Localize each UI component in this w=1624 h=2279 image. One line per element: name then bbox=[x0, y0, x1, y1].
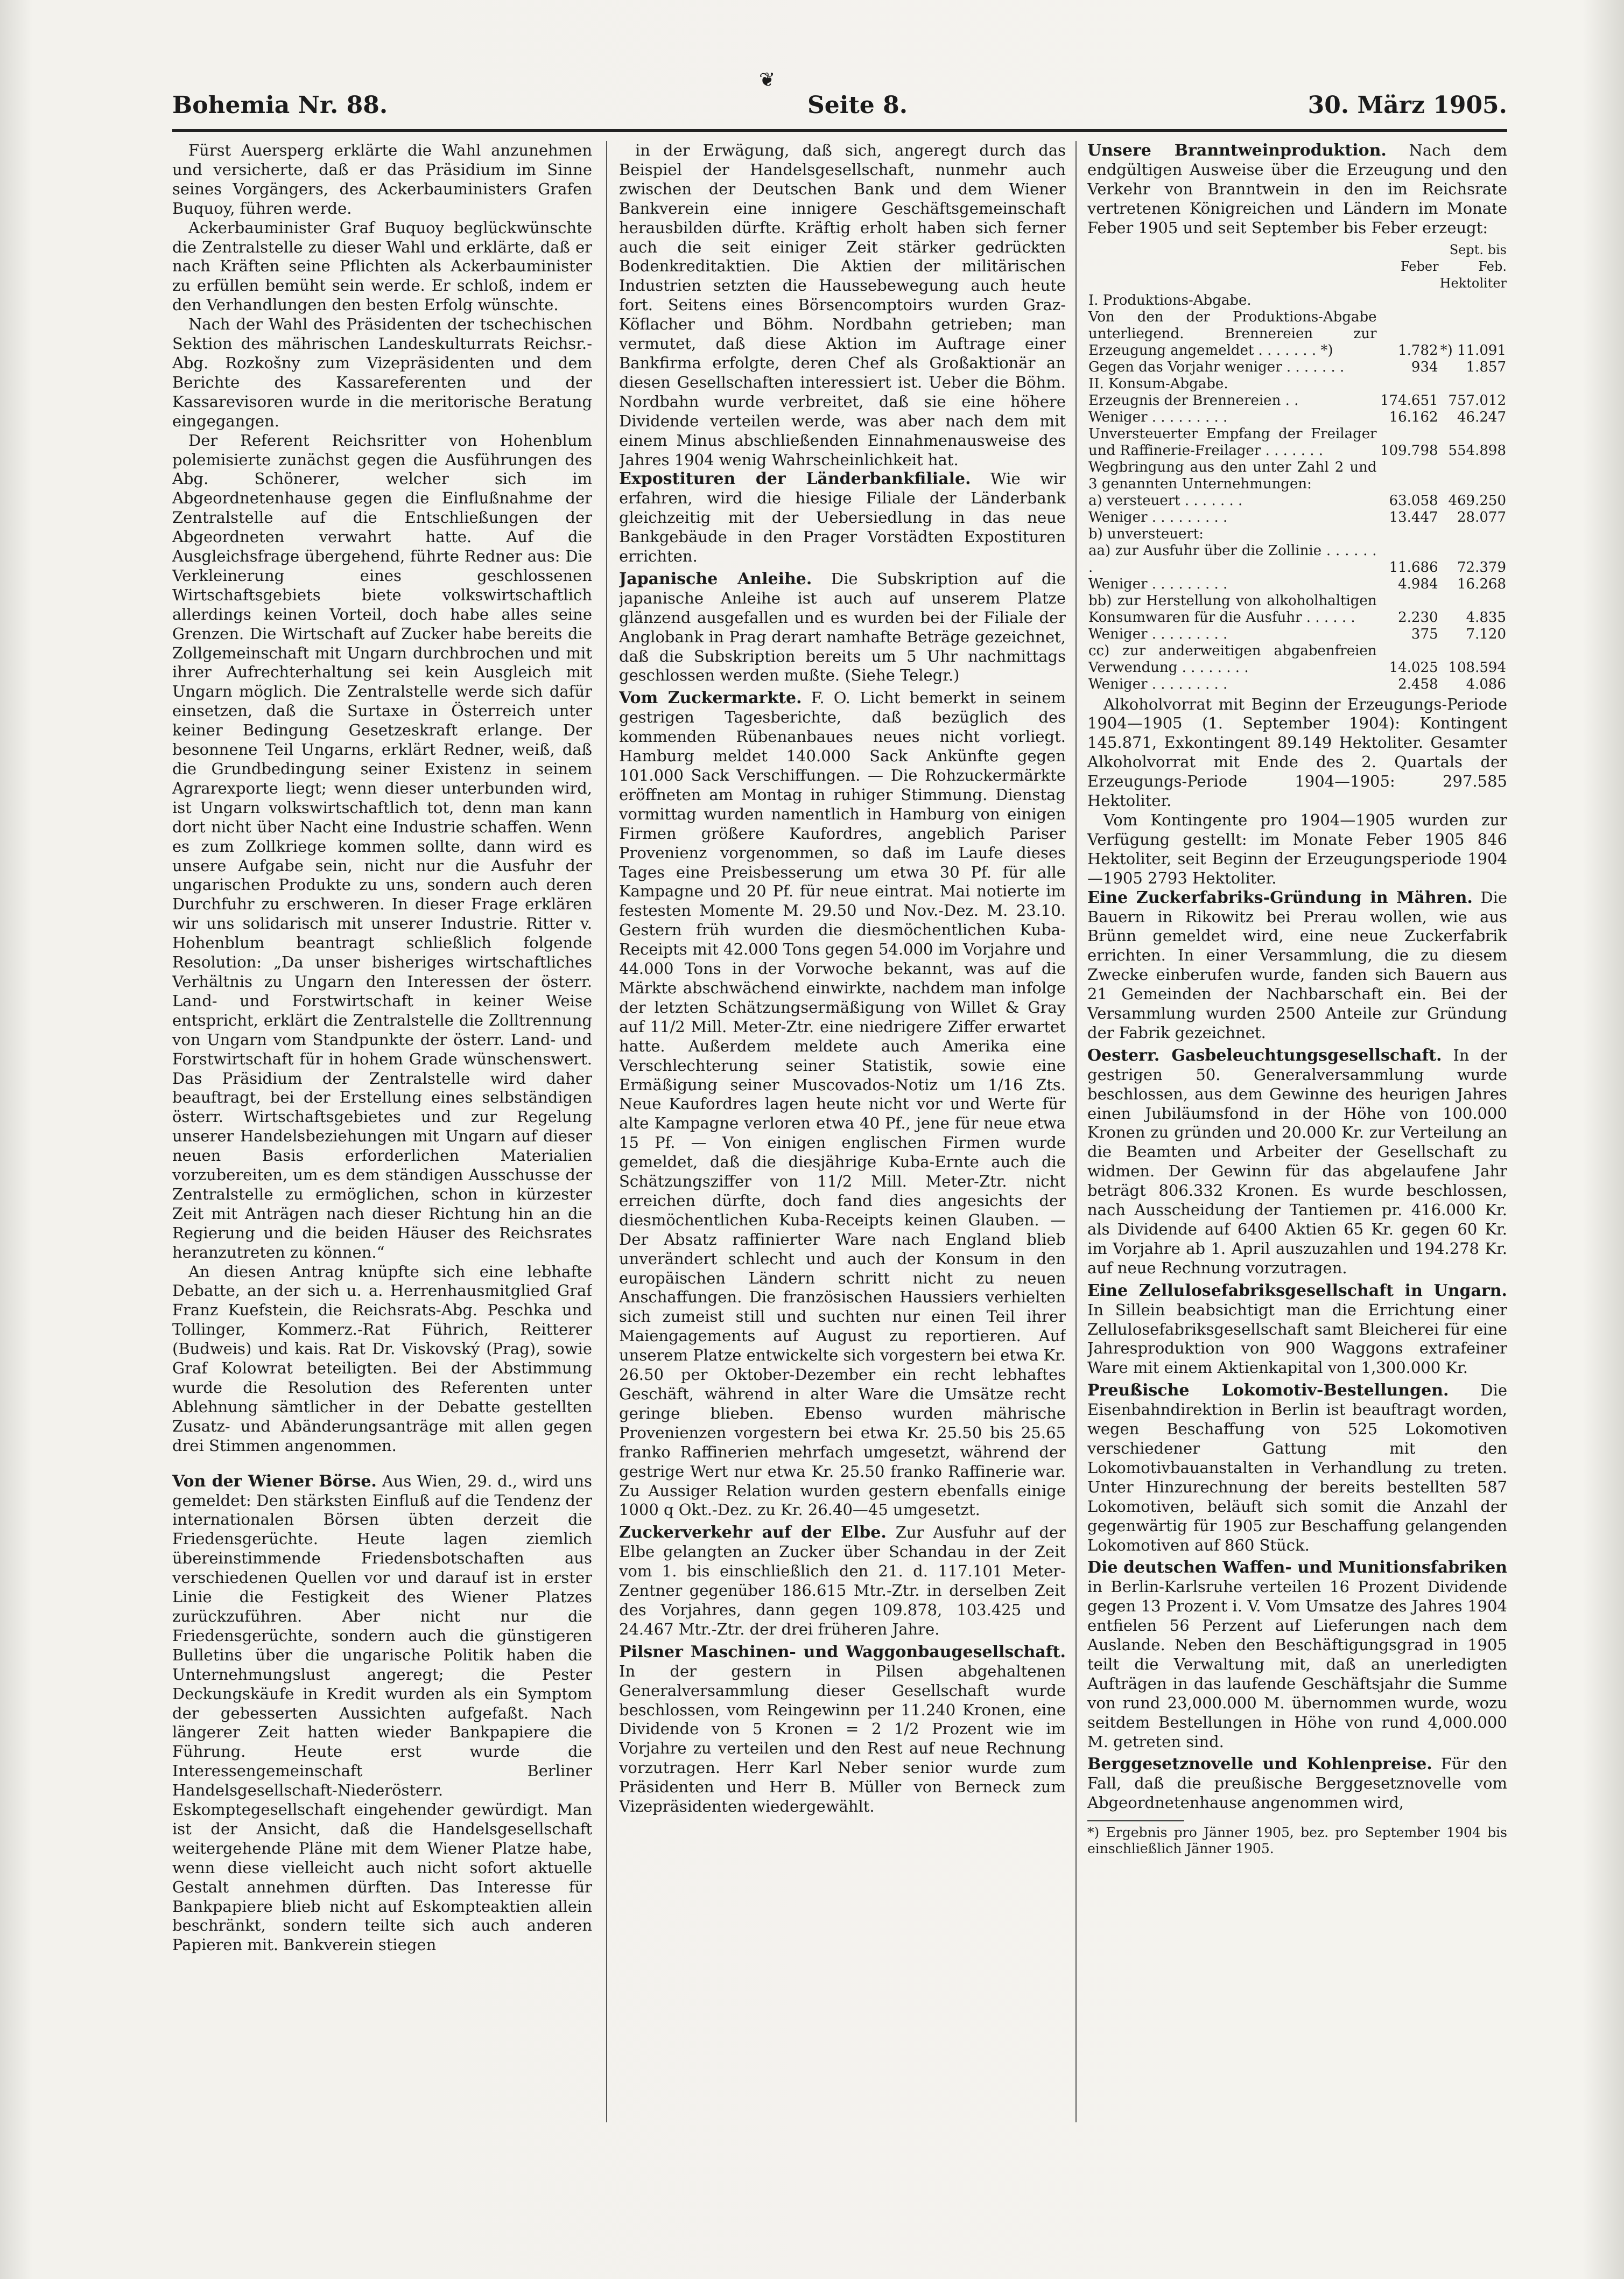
article-text: Die Bauern in Rikowitz bei Prerau wollen, wie aus Brünn gemeldet wird, eine neue Zuckerfabrik errichten. In einer Versammlung, die zu diesem Zwecke einberufen wurde, fanden sich Bauern aus 21 Gemeinden der Nachbarschaft ein. Bei der Versammlung wurden 2500 Anteile zur Gründung der Fabrik gezeichnet. bbox=[1087, 888, 1507, 1042]
table-value-cell: 46.247 bbox=[1457, 409, 1506, 425]
article-title: Preußische Lokomotiv-Bestellungen. bbox=[1087, 1381, 1449, 1400]
table-value-cell: 16.268 bbox=[1457, 576, 1506, 592]
article-zuckermarkt bbox=[619, 689, 1066, 1520]
paragraph: Nach der Wahl des Präsidenten der tschechischen Sektion des mährischen Landeskulturrats Reichsr.-Abg. Rozkošny zum Vizepräsidenten und dem Berichte des Kassareferenten und der Kassarevisoren wurde in die meritorische Beratung eingegangen. bbox=[172, 315, 592, 430]
article-title: Unsere Branntweinproduktion. bbox=[1087, 141, 1387, 160]
article-title: Pilsner Maschinen- und Waggonbaugesellschaft. bbox=[619, 1642, 1066, 1661]
table-label-cell: Weniger . . . . . . . . . bbox=[1088, 576, 1228, 592]
table-row bbox=[1087, 509, 1507, 526]
paragraph: Ackerbauminister Graf Buquoy beglückwünschte die Zentralstelle zu dieser Wahl und erklärte, daß er nach Kräften seine Pflichten als Ackerbauminister zu erfüllen bemüht sein werde. Er schloß, indem er den Verhandlungen den besten Erfolg wünschte. bbox=[172, 218, 592, 314]
table-value-cell bbox=[1439, 526, 1507, 543]
table-label-cell: Weniger . . . . . . . . . bbox=[1088, 676, 1228, 692]
table-value-cell: 375 bbox=[1411, 626, 1438, 642]
table-value-cell: 554.898 bbox=[1448, 442, 1506, 459]
table-value-cell: 934 bbox=[1411, 359, 1438, 375]
table-value-cell: 2.230 bbox=[1398, 609, 1438, 626]
table-value-cell bbox=[1378, 526, 1439, 543]
article-title: Eine Zellulosefabriksgesellschaft in Ungarn. bbox=[1087, 1281, 1507, 1300]
article-branntwein bbox=[1087, 141, 1507, 238]
table-value-cell: 4.835 bbox=[1466, 609, 1506, 626]
table-value-cell: *) 11.091 bbox=[1440, 342, 1506, 359]
table-row bbox=[1087, 493, 1507, 509]
table-value-cell: 7.120 bbox=[1466, 626, 1506, 642]
table-label-cell: a) versteuert . . . . . . . bbox=[1088, 492, 1243, 509]
article-title: Die deutschen Waffen- und Munitionsfabriken bbox=[1087, 1558, 1507, 1577]
table-row bbox=[1087, 643, 1507, 676]
table-row bbox=[1087, 543, 1507, 576]
paragraph: Fürst Auersperg erklärte die Wahl anzunehmen und versicherte, daß er das Präsidium im Sinne seines Vorgängers, des Ackerbauministers Grafen Buquoy, führen werde. bbox=[172, 141, 592, 218]
table-value-cell bbox=[1439, 292, 1507, 309]
table-label-cell: II. Konsum-Abgabe. bbox=[1088, 375, 1228, 392]
table-row bbox=[1087, 359, 1507, 376]
footnote: *) Ergebnis pro Jänner 1905, bez. pro September 1904 bis einschließlich Jänner 1905. bbox=[1087, 1825, 1507, 1857]
article-title: Berggesetznovelle und Kohlenpreise. bbox=[1087, 1755, 1432, 1774]
table-value-cell: 174.651 bbox=[1380, 392, 1438, 409]
ink-mark: ❦ bbox=[759, 69, 776, 91]
table-label-cell: aa) zur Ausfuhr über die Zollinie . . . . . . . bbox=[1088, 542, 1377, 576]
table-row bbox=[1087, 593, 1507, 626]
footnote-rule bbox=[1087, 1820, 1184, 1821]
article-pilsner-maschinen bbox=[619, 1643, 1066, 1817]
table-label-cell: Wegbringung aus den unter Zahl 2 und 3 genannten Unternehmungen: bbox=[1088, 459, 1377, 492]
table-value-cell: 13.447 bbox=[1389, 509, 1438, 525]
branntwein-table bbox=[1087, 241, 1507, 693]
article-text: In der gestern in Pilsen abgehaltenen Generalversammlung dieser Gesellschaft wurde beschlossen, vom Reingewinn per 11.240 Kronen, eine Dividende von 5 Kronen = 2 1/2 Prozent wie im Vorjahre zu verteilen und den Rest auf neue Rechnung vorzutragen. Herr Karl Neber senior wurde zum Präsidenten und Herr B. Müller von Berneck zum Vizepräsidenten wiedergewählt. bbox=[619, 1661, 1066, 1816]
table-header-row bbox=[1087, 241, 1507, 292]
table-row bbox=[1087, 626, 1507, 643]
table-value-cell bbox=[1378, 376, 1439, 392]
article-boerse bbox=[172, 1472, 592, 1955]
article-zellulose bbox=[1087, 1281, 1507, 1378]
table-value-cell: 757.012 bbox=[1448, 392, 1506, 409]
paragraph: Der Referent Reichsritter von Hohenblum polemisierte zunächst gegen die Ausführungen des Abg. Schönerer, welcher sich im Abgeordnetenhause gegen die Einflußnahme der Zentralstelle auf die Entschließungen der Abgeordneten verwahrt hatte. Auf die Ausgleichsfrage übergehend, führte Redner aus: Die Verkleinerung eines geschlossenen Wirtschaftsgebiets biete volkswirtschaftlich allerdings keinen Vorteil, doch habe alles seine Grenzen. Die Wirtschaft auf Zucker habe bereits die Zollgemeinschaft mit Ungarn durchbrochen und mit ihrer Aufrechterhaltung sei kein Ausgleich mit Ungarn möglich. Die Zentralstelle werde sich dafür einsetzen, daß die Surtaxe in Österreich unter keiner Bedingung Gesetzeskraft erlange. Der besonnene Teil Ungarns, erklärt Redner, weiß, daß die Grundbedingung seiner Existenz in seinem Agrarexporte liegt; wenn dieser unterbunden wird, ist Ungarn volkswirtschaftlich tot, denn man kann dort nicht über Nacht eine Industrie schaffen. Wenn es zum Zollkriege kommen sollte, dann wird es unsere Aufgabe sein, nicht nur die Ausfuhr der ungarischen Produkte zu uns, sondern auch deren Durchfuhr zu erschweren. In dieser Frage erklären wir uns solidarisch mit unserer Industrie. Ritter v. Hohenblum beantragt schließlich folgende Resolution: „Da unser bisheriges wirtschaftliches Verhältnis zu Ungarn den Interessen der österr. Land- und Forstwirtschaft in keiner Weise entspricht, erklärt die Zentralstelle die Zolltrennung von Ungarn vom Standpunkte der österr. Land- und Forstwirtschaft für in hohem Grade wünschenswert. Das Präsidium der Zentralstelle wird daher beauftragt, bei der Erstellung eines selbständigen österr. Wirtschaftsgebietes und zur Regelung unserer Handelsbeziehungen mit Ungarn auf dieser neuen Basis erforderlichen Materialien vorzubereiten, um es dem ständigen Ausschusse der Zentralstelle zu ermöglichen, schon in kürzester Zeit mit Anträgen nach dieser Richtung hin an die Regierung und die beiden Häuser des Reichsrates heranzutreten zu können.“ bbox=[172, 431, 592, 1261]
table-value-cell bbox=[1439, 376, 1507, 392]
table-value-cell: 1.857 bbox=[1466, 359, 1506, 375]
table-label-cell: Weniger . . . . . . . . . bbox=[1088, 509, 1228, 525]
table-label-cell: Weniger . . . . . . . . . bbox=[1088, 409, 1228, 425]
article-text: Zur Ausfuhr auf der Elbe gelangten an Zucker über Schandau in der Zeit vom 1. bis einschließlich den 21. d. 117.101 Meter-Zentner gegenüber 186.615 Mtr.-Ztr. in derselben Zeit des Vorjahres, dann gegen 109.878, 103.425 und 24.467 Mtr.-Ztr. der drei früheren Jahre. bbox=[619, 1523, 1066, 1638]
article-text: Die Eisenbahndirektion in Berlin ist beauftragt worden, wegen Beschaffung von 525 Lokomotiven verschiedener Gattung mit den Lokomotivbauanstalten in Verhandlung zu treten. Unter Hinzurechnung der bereits bestellten 587 Lokomotiven, beläuft sich somit die Anzahl der gegenwärtig für 1905 zur Beschaffung gelangenden Lokomotiven auf 860 Stück. bbox=[1087, 1381, 1507, 1554]
article-text: in Berlin-Karlsruhe verteilen 16 Prozent Dividende gegen 13 Prozent i. V. Vom Umsatze des Jahres 1904 entfielen 56 Perzent auf Lieferungen nach dem Auslande. Neben den Beschäftigungsgrad in 1905 teilt die Verwaltung mit, daß an unerledigten Aufträgen in das laufende Geschäftsjahr die Summe von rund 23,000.000 M. übernommen wurde, wozu seitdem Bestellungen in Höhe von rund 4,000.000 M. getreten sind. bbox=[1087, 1577, 1507, 1751]
article-gasbeleuchtung bbox=[1087, 1046, 1507, 1278]
article-text: Für den Fall, daß die preußische Berggesetznovelle vom Abgeordnetenhause angenommen wird, bbox=[1087, 1755, 1507, 1812]
article-title: Eine Zuckerfabriks-Gründung in Mähren. bbox=[1087, 888, 1473, 907]
article-title: Japanische Anleihe. bbox=[619, 569, 812, 588]
article-japanische-anleihe bbox=[619, 570, 1066, 685]
article-text: F. O. Licht bemerkt in seinem gestrigen Tagesberichte, daß bezüglich des kommenden Rübenanbaues neues nicht vorliegt. Hamburg meldet 140.000 Sack Ankünfte gegen 101.000 Sack Verschiffungen. — Die Rohzuckermärkte eröffneten am Montag in ruhiger Stimmung. Dienstag vormittag wurden namentlich in Hamburg von einigen Firmen größere Kaufordres, angeblich Pariser Provenienz vorgenommen, so daß im Laufe dieses Tages eine Preisbesserung um etwa 30 Pf. für alle Kampagne und 20 Pf. für neue eintrat. Mai notierte im festesten Momente M. 29.50 und Nov.-Dez. M. 23.10. Gestern früh wurden die diesmöchentlichen Kuba-Receipts mit 42.000 Tons gegen 54.000 im Vorjahre und 44.000 Tons in der Vorwoche bekannt, was auf die Märkte abschwächend einwirkte, nachdem man infolge der letzten Schätzungsermäßigung von Willet & Gray auf 11/2 Mill. Meter-Ztr. eine niedrigere Ziffer erwartet hatte. Außerdem meldete auch Amerika eine Verschlechterung seiner Statistik, sowie eine Ermäßigung seiner Muscovados-Notiz um 1/16 Zts. Neue Kaufordres lagen heute nicht vor und Werte für alte Kampagne verloren etwa 40 Pf., jene für neue etwa 15 Pf. — Von einigen englischen Firmen wurde gemeldet, daß die diesjährige Kuba-Ernte auch die Schätzungsziffer von 11/2 Mill. Meter-Ztr. nicht erreichen dürfte, doch fand dies angesichts der diesmöchentlichen Kuba-Receipts keinen Glauben. — Der Absatz raffinierter Ware nach England blieb unverändert schlecht und auch der Konsum in den europäischen Ländern schritt nicht zu neuen Anschaffungen. Die französischen Haussiers verhielten sich zumeist still und suchten nur einen Teil ihrer Maiengagements auf August zu reportieren. Auf unserem Platze entwickelte sich vorgestern bei etwa Kr. 26.50 per Oktober-Dezember ein recht lebhaftes Geschäft, während in alter Ware die Umsätze recht geringe blieben. Ebenso wurden mährische Provenienzen vorgestern bei etwa Kr. 25.50 bis 25.65 franko Raffinerien mehrfach umgesetzt, während der gestrige Wert nur etwa Kr. 25.50 franko Raffinerie war. Zu Aussiger Relation wurden gestern ebenfalls einige 1000 q Okt.-Dez. zu Kr. 26.40—45 umgesetzt. bbox=[619, 689, 1066, 1519]
article-title: Vom Zuckermarkte. bbox=[619, 689, 802, 708]
article-zuckerverkehr-elbe bbox=[619, 1523, 1066, 1639]
table-header: Feber bbox=[1400, 258, 1439, 274]
table-row bbox=[1087, 409, 1507, 426]
table-value-cell: 14.025 bbox=[1389, 659, 1438, 676]
article-text: In der gestrigen 50. Generalversammlung wurde beschlossen, aus dem Gewinne des heurigen Jahres einen Jubiläumsfond in der Höhe von 100.000 Kronen zu gründen und 20.000 Kr. zur Verteilung an die Beamten und Arbeiter der Gesellschaft zu widmen. Der Gewinn für das abgelaufene Jahr beträgt 806.332 Kronen. Es wurde beschlossen, nach Ausscheidung der Tantiemen pr. 416.000 Kr. als Dividende auf 6400 Aktien 65 Kr. gegen 60 Kr. im Vorjahre ab 1. April auszuzahlen und 194.278 Kr. auf neue Rechnung vorzutragen. bbox=[1087, 1046, 1507, 1277]
article-title: Zuckerverkehr auf der Elbe. bbox=[619, 1523, 887, 1542]
article-lokomotiv bbox=[1087, 1381, 1507, 1555]
issue-date: 30. März 1905. bbox=[1307, 92, 1507, 119]
table-label-cell: Von den der Produktions-Abgabe unterliegend. Brennereien zur Erzeugung angemeldet . . . . . . . *) bbox=[1088, 308, 1377, 359]
page-header bbox=[172, 86, 1507, 124]
table-value-cell: 72.379 bbox=[1457, 559, 1506, 576]
section-gap bbox=[172, 1456, 592, 1472]
column-divider bbox=[606, 141, 607, 2122]
table-value-cell: 11.686 bbox=[1389, 559, 1438, 576]
article-berggesetz bbox=[1087, 1755, 1507, 1813]
masthead-issue: Bohemia Nr. 88. bbox=[172, 92, 388, 119]
table-label-cell: Weniger . . . . . . . . . bbox=[1088, 626, 1228, 642]
header-rule bbox=[172, 129, 1507, 132]
table-row bbox=[1087, 459, 1507, 493]
table-value-cell: 28.077 bbox=[1457, 509, 1506, 525]
table-value-cell: 108.594 bbox=[1448, 659, 1506, 676]
paragraph: in der Erwägung, daß sich, angeregt durch das Beispiel der Handelsgesellschaft, nunmehr auch zwischen der Deutschen Bank und dem Wiener Bankverein eine innigere Geschäftsgemeinschaft herausbilden dürfte. Kräftig erholt haben sich ferner auch die seit einiger Zeit stärker gedrückten Bodenkreditaktien. Die Aktien der militärischen Industrien setzten die Haussebewegung auch heute fort. Seitens eines Börsencomptoirs wurden Graz-Köflacher und Böhm. Nordbahn getrieben; man vermutet, daß diese Aktion im Auftrage einer Bankfirma erfolgte, deren Chef als Großaktionär an diesen Gesellschaften interessiert ist. Ueber die Böhm. Nordbahn wurde verbreitet, daß sie eine höhere Dividende verteilen werde, was aber nach dem mit einem Minus abschließenden Einnahmenausweise des Jahres 1904 wenig Wahrscheinlichkeit hat. bbox=[619, 141, 1066, 469]
article-title: Oesterr. Gasbeleuchtungsgesellschaft. bbox=[1087, 1046, 1442, 1065]
article-text: Aus Wien, 29. d., wird uns gemeldet: Den stärksten Einfluß auf die Tendenz der internationalen Börsen übten derzeit die Friedensgerüchte. Heute lagen ziemlich übereinstimmende Friedensbotschaften aus verschiedenen Quellen vor und darauf ist in erster Linie die Festigkeit des Wiener Platzes zurückzuführen. Aber nicht nur die Friedensgerüchte, sondern auch die günstigeren Bulletins über die ungarische Politik haben die Unternehmungslust angeregt; die Pester Deckungskäufe in Kredit wurden als ein Symptom der gebesserten Aussichten aufgefaßt. Nach längerer Zeit hatten wieder Bankpapiere die Führung. Heute erst wurde die Interessengemeinschaft Berliner Handelsgesellschaft-Niederösterr. Eskomptegesellschaft eingehender gewürdigt. Man ist der Ansicht, daß die Handelsgesellschaft weitergehende Pläne mit dem Wiener Platze habe, wenn diese vielleicht auch nicht sofort aktuelle Gestalt annehmen dürften. Das Interesse für Bankpapiere blieb nicht auf Eskompteaktien allein beschränkt, sondern teilte sich auch anderen Papieren mit. Bankverein stiegen bbox=[172, 1471, 592, 1954]
page-number: Seite 8. bbox=[807, 92, 908, 119]
paragraph: An diesen Antrag knüpfte sich eine lebhafte Debatte, an der sich u. a. Herrenhausmitglied Graf Franz Kuefstein, die Reichsrats-Abg. Peschka und Tollinger, Kommerz.-Rat Führich, Reitterer (Budweis) und kais. Rat Dr. Viskovský (Prag), sowie Graf Kolowrat beteiligten. Bei der Abstimmung wurde die Resolution des Referenten unter Ablehnung sämtlicher in der Debatte gestellten Zusatz- und Abänderungsanträge mit allen gegen drei Stimmen angenommen. bbox=[172, 1262, 592, 1455]
table-row bbox=[1087, 676, 1507, 693]
article-text: Die Subskription auf die japanische Anleihe ist auch auf unserem Platze glänzend ausgefallen und es wurden bei der Filiale der Anglobank in Prag derart namhafte Beträge gezeichnet, daß die Subskription bereits um 5 Uhr nachmittags geschlossen werden mußte. (Siehe Telegr.) bbox=[619, 569, 1066, 685]
table-value-cell: 63.058 bbox=[1389, 492, 1438, 509]
table-row bbox=[1087, 292, 1507, 309]
table-label-cell: Erzeugnis der Brennereien . . bbox=[1088, 392, 1299, 409]
table-label-cell: I. Produktions-Abgabe. bbox=[1088, 292, 1252, 308]
table-value-cell bbox=[1378, 459, 1439, 493]
column-2 bbox=[619, 141, 1066, 2122]
article-expostituren bbox=[619, 469, 1066, 566]
article-text: In Sillein beabsichtigt man die Errichtung einer Zellulosefabriksgesellschaft samt Bleicherei für eine Jahresproduktion von 900 Waggons extrafeiner Ware mit einem Aktienkapital von 1,300.000 Kr. bbox=[1087, 1300, 1507, 1377]
article-waffenfabriken bbox=[1087, 1558, 1507, 1751]
table-value-cell: 4.086 bbox=[1466, 676, 1506, 692]
table-row bbox=[1087, 392, 1507, 409]
table-value-cell: 2.458 bbox=[1398, 676, 1438, 692]
table-value-cell: 109.798 bbox=[1380, 442, 1438, 459]
table-row bbox=[1087, 376, 1507, 392]
table-label-cell: cc) zur anderweitigen abgabenfreien Verwendung . . . . . . . . bbox=[1088, 642, 1377, 676]
article-title: Von der Wiener Börse. bbox=[172, 1471, 377, 1491]
table-value-cell bbox=[1378, 292, 1439, 309]
paragraph: Vom Kontingente pro 1904—1905 wurden zur Verfügung gestellt: im Monate Feber 1905 846 Hektoliter, seit Beginn der Erzeugungsperiode 1904—1905 2793 Hektoliter. bbox=[1087, 810, 1507, 887]
table-label-cell: b) unversteuert: bbox=[1088, 525, 1204, 542]
table-row bbox=[1087, 309, 1507, 359]
article-zuckerfabrik-maehren bbox=[1087, 888, 1507, 1043]
article-text: Wie wir erfahren, wird die hiesige Filiale der Länderbank gleichzeitig mit der Uebersiedlung in das neue Bankgebäude in den Prager Vorstädten Expostituren errichten. bbox=[619, 469, 1066, 566]
paragraph: Alkoholvorrat mit Beginn der Erzeugungs-Periode 1904—1905 (1. September 1904): Kontingent 145.871, Exkontingent 89.149 Hektoliter. Gesamter Alkoholvorrat mit Ende des 2. Quartals der Erzeugungs-Periode 1904—1905: 297.585 Hektoliter. bbox=[1087, 695, 1507, 810]
table-label-cell: bb) zur Herstellung von alkoholhaltigen Konsumwaren für die Ausfuhr . . . . . . bbox=[1088, 592, 1377, 626]
column-3 bbox=[1087, 141, 1507, 2122]
table-label-cell: Unversteuerter Empfang der Freilager und Raffinerie-Freilager . . . . . . . bbox=[1088, 425, 1377, 459]
table-row bbox=[1087, 576, 1507, 593]
table-row bbox=[1087, 426, 1507, 459]
column-1 bbox=[172, 141, 592, 2122]
table-header: Sept. bis Feb. Hektoliter bbox=[1439, 242, 1507, 291]
article-text: Nach dem endgültigen Ausweise über die Erzeugung und den Verkehr von Branntwein in den im Reichsrate vertretenen Königreichen und Ländern im Monate Feber 1905 und seit September bis Feber erzeugt: bbox=[1087, 141, 1507, 237]
table-value-cell: 4.984 bbox=[1398, 576, 1438, 592]
table-value-cell bbox=[1439, 459, 1507, 493]
table-value-cell: 1.782 bbox=[1398, 342, 1438, 359]
table-label-cell: Gegen das Vorjahr weniger . . . . . . . bbox=[1088, 359, 1345, 375]
table-value-cell: 469.250 bbox=[1448, 492, 1506, 509]
table-value-cell: 16.162 bbox=[1389, 409, 1438, 425]
article-title: Expostituren der Länderbankfiliale. bbox=[619, 469, 971, 489]
column-divider bbox=[1075, 141, 1077, 2122]
table-row bbox=[1087, 526, 1507, 543]
